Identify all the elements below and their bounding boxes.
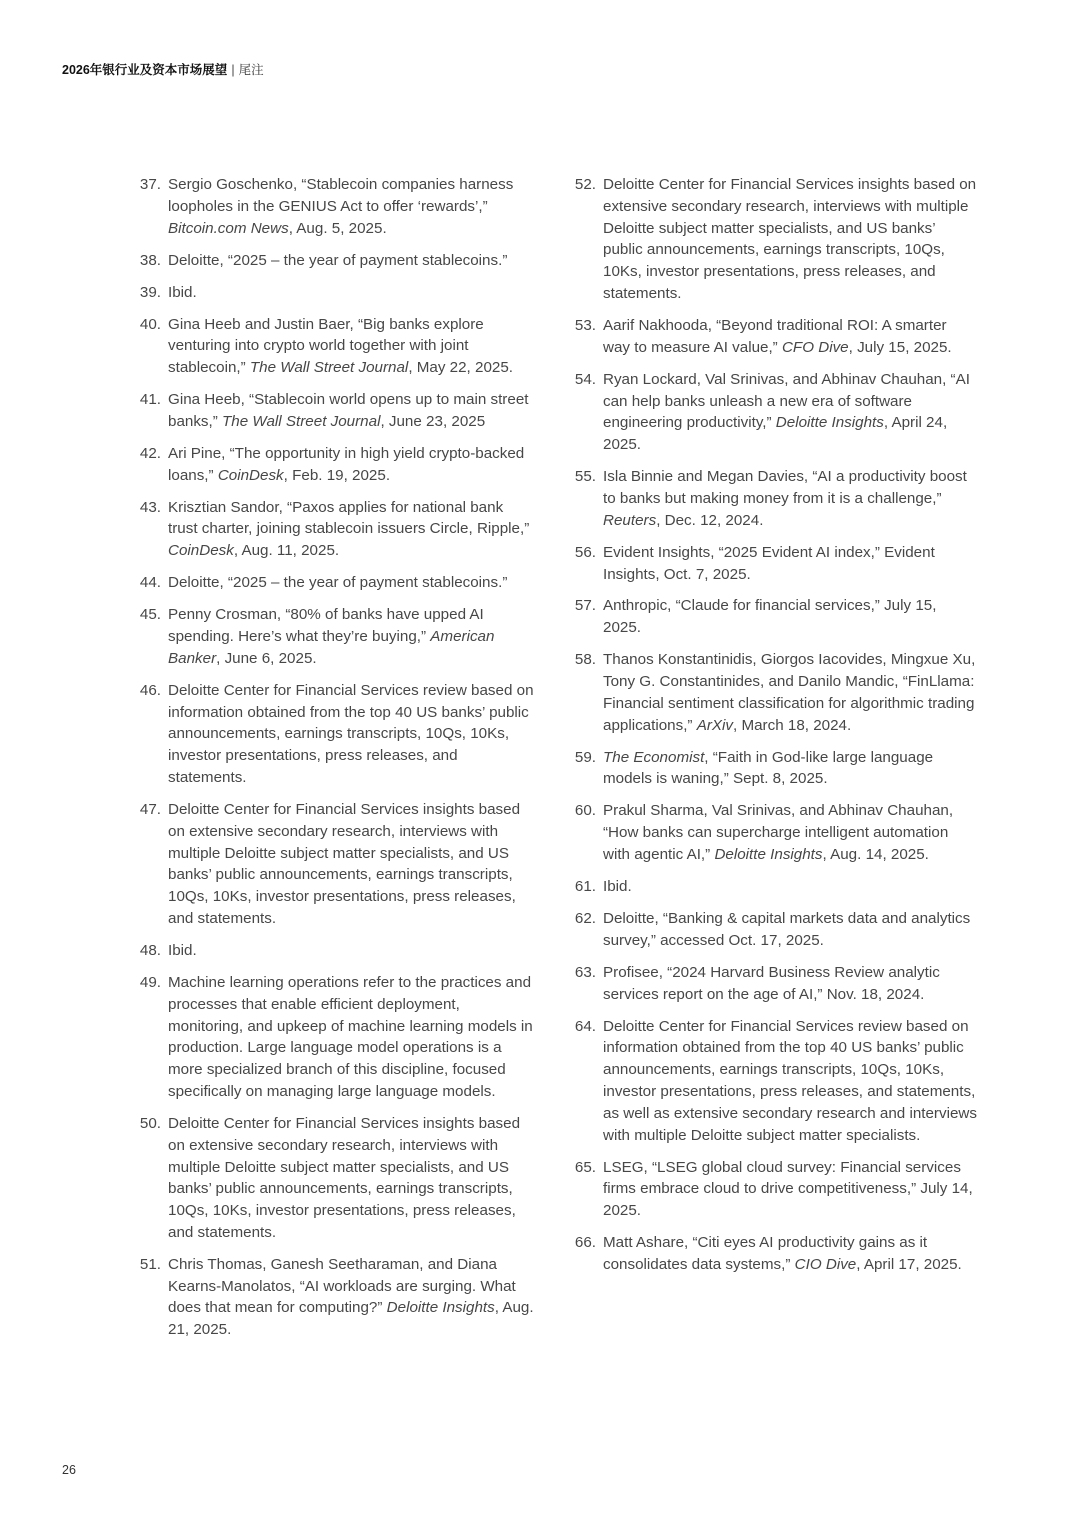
endnote-text-segment: Profisee, “2024 Harvard Business Review analytic services report on the age of AI,” Nov. 18, 2024.: [603, 963, 940, 1003]
endnote-text-segment: Deloitte, “2025 – the year of payment stablecoins.”: [168, 574, 508, 592]
endnote-text-segment: , June 6, 2025.: [216, 649, 317, 667]
endnote-number: 66.: [574, 1234, 596, 1252]
endnote-text: [603, 747, 977, 791]
endnote-text-segment: Aarif Nakhooda, “Beyond traditional ROI: A smarter way to measure AI value,”: [603, 316, 947, 356]
endnote-number: 41.: [139, 391, 161, 409]
endnote-item: [565, 174, 977, 305]
endnote-item: [130, 799, 535, 930]
endnote-text-segment: Deloitte, “Banking & capital markets data and analytics survey,” accessed Oct. 17, 2025.: [603, 909, 971, 949]
endnote-item: [565, 315, 977, 359]
endnote-source-title: CoinDesk: [217, 466, 284, 484]
section-title: 尾注: [238, 63, 264, 77]
endnote-text: [168, 497, 535, 562]
endnote-text: [603, 174, 977, 305]
endnote-number: 48.: [139, 941, 161, 959]
endnote-item: [565, 649, 977, 736]
endnote-item: [565, 962, 977, 1006]
endnote-text-segment: , Aug. 5, 2025.: [288, 219, 387, 237]
endnote-text-segment: Sergio Goschenko, “Stablecoin companies harness loopholes in the GENIUS Act to offer ‘rewards’,”: [168, 176, 514, 215]
endnote-text: [168, 314, 535, 379]
endnote-text-segment: , Aug. 21, 2025.: [168, 1299, 534, 1339]
endnote-text-segment: Penny Crosman, “80% of banks have upped AI spending. Here’s what they’re buying,”: [168, 606, 484, 646]
endnote-item: [130, 1113, 535, 1244]
endnote-number: 57.: [574, 597, 596, 615]
endnote-item: [130, 174, 535, 239]
endnote-number: 64.: [574, 1017, 596, 1035]
endnote-text-segment: , April 17, 2025.: [856, 1255, 962, 1273]
endnote-text-segment: Anthropic, “Claude for financial services,” July 15, 2025.: [603, 597, 937, 637]
endnote-text: [168, 250, 535, 272]
endnote-source-title: The Economist: [603, 748, 705, 766]
endnote-text-segment: , July 15, 2025.: [848, 338, 952, 356]
endnote-item: [565, 876, 977, 898]
endnote-text: [603, 800, 977, 865]
endnote-text: [603, 595, 977, 639]
endnote-text: [603, 649, 977, 736]
endnote-number: 50.: [139, 1114, 161, 1132]
endnote-number: 46.: [139, 681, 161, 699]
endnote-text-segment: Matt Ashare, “Citi eyes AI productivity gains as it consolidates data systems,”: [603, 1234, 928, 1273]
endnote-text-segment: LSEG, “LSEG global cloud survey: Financial services firms embrace cloud to drive competitiveness,” July 14, 2025.: [603, 1158, 973, 1220]
endnote-item: [565, 542, 977, 586]
endnote-text-segment: Chris Thomas, Ganesh Seetharaman, and Diana Kearns-Manolatos, “AI workloads are surging. What does that mean for computing?”: [168, 1255, 516, 1317]
endnote-item: [565, 1016, 977, 1147]
endnote-text-segment: , May 22, 2025.: [408, 359, 514, 377]
endnote-text: [603, 466, 977, 531]
endnote-item: [130, 389, 535, 433]
endnote-text: [168, 282, 535, 304]
endnote-text-segment: Prakul Sharma, Val Srinivas, and Abhinav Chauhan, “How banks can supercharge intelligent automation with agentic AI,”: [603, 802, 954, 864]
endnote-number: 45.: [139, 606, 161, 624]
endnote-item: [130, 680, 535, 789]
endnote-text-segment: Deloitte Center for Financial Services insights based on extensive secondary research, interviews with multiple Deloitte subject matter specialists, and US banks’ public announcements, earnings transcripts, 10Qs, 10Ks, investor presentations, press releases, and statements.: [168, 1114, 521, 1241]
endnote-item: [565, 466, 977, 531]
endnote-text-segment: , Dec. 12, 2024.: [656, 511, 764, 529]
endnote-number: 53.: [574, 316, 596, 334]
page-number: 26: [62, 1463, 76, 1477]
endnote-item: [130, 314, 535, 379]
endnote-text-segment: Deloitte, “2025 – the year of payment stablecoins.”: [168, 251, 508, 269]
endnote-number: 55.: [574, 468, 596, 486]
endnote-text-segment: Gina Heeb and Justin Baer, “Big banks explore venturing into crypto world together with joint stablecoin,”: [168, 315, 484, 377]
endnote-text: [603, 1157, 977, 1222]
endnote-text: [603, 369, 977, 456]
endnote-number: 42.: [139, 444, 161, 462]
endnote-item: [130, 282, 535, 304]
endnote-text-segment: Deloitte Center for Financial Services insights based on extensive secondary research, interviews with multiple Deloitte subject matter specialists, and US banks’ public announcements, earnings transcripts, 10Qs, 10Ks, investor presentations, press releases, and statements.: [168, 801, 521, 927]
endnote-number: 37.: [139, 176, 161, 193]
endnote-text-segment: Isla Binnie and Megan Davies, “AI a productivity boost to banks but making money from it is a challenge,”: [603, 468, 967, 507]
endnote-item: [130, 572, 535, 594]
endnote-text: [603, 542, 977, 586]
endnote-text-segment: , Feb. 19, 2025.: [283, 466, 391, 484]
endnote-text-segment: , April 24, 2025.: [603, 414, 948, 454]
endnote-text: [168, 1113, 535, 1244]
endnote-text-segment: Ari Pine, “The opportunity in high yield crypto-backed loans,”: [168, 444, 525, 484]
endnote-number: 59.: [574, 748, 596, 766]
endnote-text: [168, 174, 535, 239]
endnote-text-segment: , Aug. 14, 2025.: [822, 846, 929, 864]
endnote-source-title: Reuters: [603, 511, 657, 529]
endnote-text: [168, 799, 535, 930]
endnote-text: [168, 972, 535, 1103]
endnote-source-title: CIO Dive: [794, 1255, 857, 1273]
endnote-source-title: ArXiv: [696, 716, 734, 734]
endnote-source-title: The Wall Street Journal: [222, 412, 381, 430]
endnote-number: 44.: [139, 574, 161, 592]
endnote-text-segment: Machine learning operations refer to the practices and processes that enable efficient deployment, monitoring, and upkeep of machine learning models in production. Large language model operations is a more specialized branch of this discipline, focused specifically on managing large language models.: [168, 973, 533, 1100]
endnote-item: [565, 800, 977, 865]
page-header: [62, 60, 264, 78]
endnote-text: [603, 908, 977, 952]
endnote-text: [168, 604, 535, 669]
endnote-text-segment: Ibid.: [168, 941, 197, 959]
endnote-source-title: CoinDesk: [168, 542, 234, 560]
endnote-text-segment: Krisztian Sandor, “Paxos applies for national bank trust charter, joining stablecoin issuers Circle, Ripple,”: [168, 498, 530, 538]
endnote-number: 58.: [574, 651, 596, 669]
endnote-text-segment: Ibid.: [168, 283, 197, 301]
endnote-source-title: American Banker: [168, 628, 495, 667]
endnote-number: 38.: [139, 251, 161, 269]
endnote-item: [565, 1157, 977, 1222]
endnote-text: [168, 443, 535, 487]
endnote-source-title: Deloitte Insights: [714, 846, 823, 864]
endnote-text: [603, 1016, 977, 1147]
endnote-item: [565, 1232, 977, 1276]
endnote-source-title: Bitcoin.com News: [168, 219, 289, 237]
endnote-number: 40.: [139, 315, 161, 333]
endnote-text: [168, 572, 535, 594]
endnote-item: [130, 604, 535, 669]
endnote-number: 61.: [574, 878, 596, 895]
endnote-text-segment: Ryan Lockard, Val Srinivas, and Abhinav Chauhan, “AI can help banks unleash a new era of software engineering productivity,”: [603, 370, 970, 432]
endnote-text-segment: Gina Heeb, “Stablecoin world opens up to main street banks,”: [168, 391, 529, 430]
endnote-text: [168, 1254, 535, 1341]
endnote-number: 63.: [574, 963, 596, 981]
endnote-item: [565, 908, 977, 952]
endnote-number: 51.: [139, 1255, 161, 1273]
endnote-text-segment: , Aug. 11, 2025.: [233, 542, 340, 560]
endnote-text-segment: Ibid.: [603, 878, 632, 895]
endnote-text-segment: Deloitte Center for Financial Services review based on information obtained from the top 40 US banks’ public announcements, earnings transcripts, 10Qs, 10Ks, investor presentations, press releases, and statements, as well as extensive secondary research and interviews with multiple Deloitte subject matter specialists.: [603, 1017, 977, 1144]
endnote-number: 43.: [139, 498, 161, 516]
endnote-text-segment: Deloitte Center for Financial Services review based on information obtained from the top 40 US banks’ public announcements, earnings transcripts, 10Qs, 10Ks, investor presentations, press releases, and statements.: [168, 681, 534, 787]
endnote-number: 52.: [574, 176, 596, 193]
endnote-item: [565, 595, 977, 639]
endnote-item: [130, 250, 535, 272]
endnote-text-segment: Evident Insights, “2025 Evident AI index,” Evident Insights, Oct. 7, 2025.: [603, 543, 935, 583]
endnote-text: [603, 876, 977, 898]
endnote-item: [565, 747, 977, 791]
endnote-number: 56.: [574, 543, 596, 561]
endnote-text-segment: , “Faith in God-like large language models is waning,” Sept. 8, 2025.: [603, 748, 934, 788]
endnote-item: [130, 497, 535, 562]
endnote-item: [130, 1254, 535, 1341]
endnote-number: 39.: [139, 283, 161, 301]
endnote-item: [565, 369, 977, 456]
endnote-text: [603, 315, 977, 359]
endnote-text: [603, 1232, 977, 1276]
endnote-text: [168, 940, 535, 962]
endnotes-right-column: [565, 174, 977, 1286]
endnote-number: 62.: [574, 909, 596, 927]
endnote-text-segment: , March 18, 2024.: [733, 716, 852, 734]
endnote-number: 54.: [574, 370, 596, 388]
endnote-source-title: Deloitte Insights: [775, 414, 884, 432]
endnote-text: [168, 680, 535, 789]
endnote-source-title: The Wall Street Journal: [249, 359, 409, 377]
endnote-text-segment: , June 23, 2025: [380, 412, 486, 430]
endnote-number: 60.: [574, 802, 596, 820]
header-separator: |: [231, 63, 235, 77]
endnote-number: 47.: [139, 801, 161, 818]
report-title: 2026年银行业及资本市场展望: [62, 63, 228, 77]
endnote-number: 49.: [139, 973, 161, 991]
endnote-number: 65.: [574, 1158, 596, 1176]
endnote-text: [603, 962, 977, 1006]
endnote-text: [168, 389, 535, 433]
endnotes-left-column: [130, 174, 535, 1351]
endnote-item: [130, 940, 535, 962]
endnote-source-title: CFO Dive: [781, 338, 849, 356]
endnote-text-segment: Thanos Konstantinidis, Giorgos Iacovides, Mingxue Xu, Tony G. Constantinides, and Danilo Mandic, “FinLlama: Financial sentiment classification for algorithmic trading applications,”: [603, 651, 976, 734]
endnote-item: [130, 972, 535, 1103]
endnote-source-title: Deloitte Insights: [386, 1299, 495, 1317]
endnote-item: [130, 443, 535, 487]
endnote-text-segment: Deloitte Center for Financial Services insights based on extensive secondary research, interviews with multiple Deloitte subject matter specialists, and US banks’ public announcements, earnings transcripts, 10Qs, 10Ks, investor presentations, press releases, and statements.: [603, 176, 977, 302]
